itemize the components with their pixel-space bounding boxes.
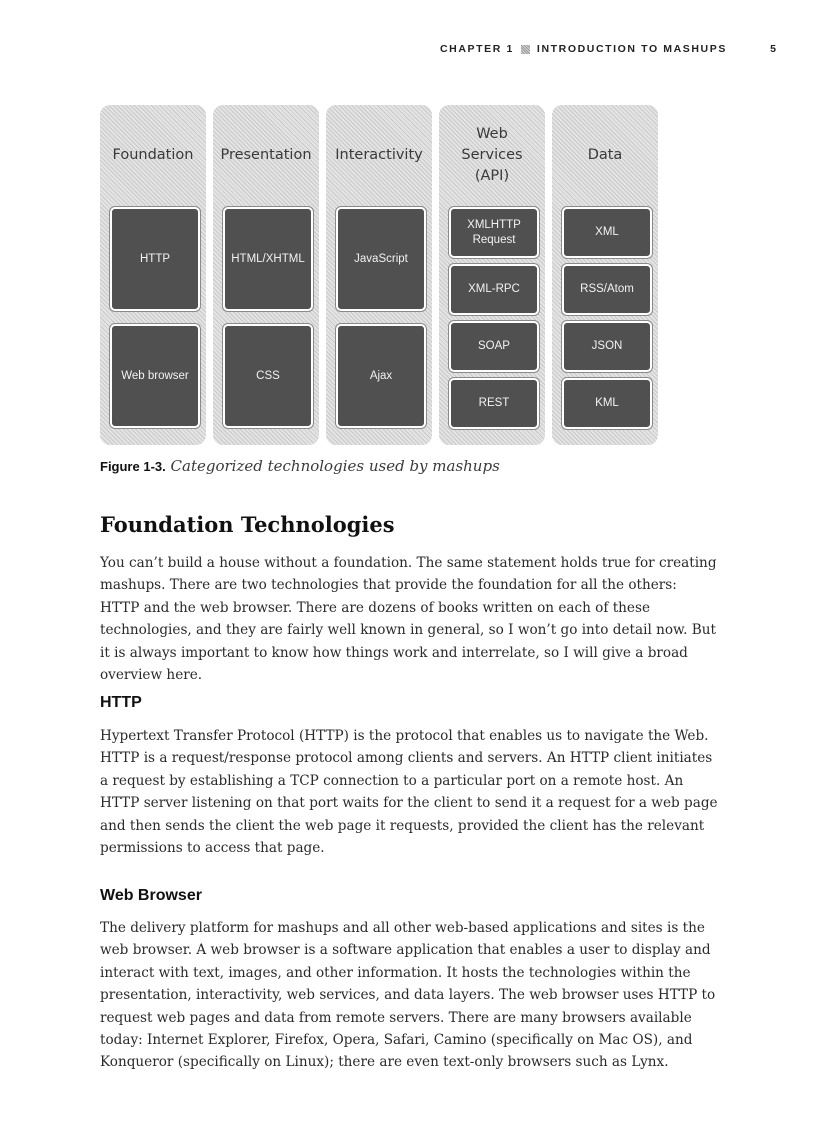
http-heading: HTTP bbox=[100, 694, 142, 711]
tech-box-rest: REST bbox=[449, 378, 539, 429]
tech-box-xml: XML bbox=[562, 207, 652, 258]
figure-caption bbox=[100, 457, 500, 475]
column-title bbox=[439, 124, 545, 187]
technology-figure bbox=[100, 105, 660, 445]
tech-box-http: HTTP bbox=[110, 207, 200, 311]
tech-box-rss-atom: RSS/Atom bbox=[562, 264, 652, 315]
column-title-line: Web bbox=[476, 126, 508, 142]
column-title: Data bbox=[587, 147, 623, 163]
figure-caption-label: Figure 1-3. bbox=[100, 459, 166, 474]
column-web-services bbox=[439, 105, 545, 445]
tech-box-html-xhtml: HTML/XHTML bbox=[223, 207, 313, 311]
tech-box-javascript: JavaScript bbox=[336, 207, 426, 311]
tech-box-css: CSS bbox=[223, 324, 313, 428]
web-browser-heading: Web Browser bbox=[100, 887, 202, 904]
http-paragraph: Hypertext Transfer Protocol (HTTP) is the protocol that enables us to navigate the Web. HTTP is a request/response protocol among clients and servers. An HTTP client initiates a request by establishing a TCP connection to a particular port on a remote host. An HTTP server listening on that port waits for the client to send it a request for a web page and then sends the client the web page it requests, provided the client has the relevant permissions to access that page. bbox=[100, 728, 718, 857]
column-foundation bbox=[100, 105, 206, 445]
page-number: 5 bbox=[770, 43, 776, 55]
column-presentation bbox=[213, 105, 319, 445]
column-title-line: Services bbox=[461, 147, 523, 163]
column-data bbox=[552, 105, 658, 445]
section-heading: Foundation Technologies bbox=[100, 512, 395, 537]
tech-box-xmlhttp-request: XMLHTTP Request bbox=[449, 207, 539, 258]
figure-caption-text: Categorized technologies used by mashups bbox=[170, 457, 500, 475]
tech-box-kml: KML bbox=[562, 378, 652, 429]
running-head bbox=[440, 42, 776, 56]
column-title: Foundation bbox=[112, 147, 194, 163]
chapter-title: INTRODUCTION TO MASHUPS bbox=[536, 43, 727, 55]
tech-box-json: JSON bbox=[562, 321, 652, 372]
column-title-line: (API) bbox=[474, 168, 510, 184]
tech-box-xml-rpc: XML-RPC bbox=[449, 264, 539, 315]
tech-box-soap: SOAP bbox=[449, 321, 539, 372]
web-browser-paragraph: The delivery platform for mashups and all other web-based applications and sites is the web browser. A web browser is a software application that enables a user to display and interact with text, images, and other information. It hosts the technologies within the presentation, interactivity, web services, and data layers. The web browser uses HTTP to request web pages and data from remote servers. There are many browsers available today: Internet Explorer, Firefox, Opera, Safari, Camino (specifically on Mac OS), and Konqueror (specifically on Linux); there are even text-only browsers such as Lynx. bbox=[100, 920, 716, 1071]
tech-box-ajax: Ajax bbox=[336, 324, 426, 428]
tech-box-web-browser: Web browser bbox=[110, 324, 200, 428]
column-title: Interactivity bbox=[335, 147, 423, 163]
separator-square-icon bbox=[521, 45, 530, 54]
column-interactivity bbox=[326, 105, 432, 445]
column-title: Presentation bbox=[220, 147, 312, 163]
intro-paragraph: You can’t build a house without a foundation. The same statement holds true for creating mashups. There are two technologies that provide the foundation for all the others: HTTP and the web browser. There are dozens of books written on each of these technologies, and they are fairly well known in general, so I won’t go into detail now. But it is always important to know how things work and interrelate, so I will give a broad overview here. bbox=[100, 555, 717, 684]
chapter-label: CHAPTER 1 bbox=[440, 43, 514, 55]
